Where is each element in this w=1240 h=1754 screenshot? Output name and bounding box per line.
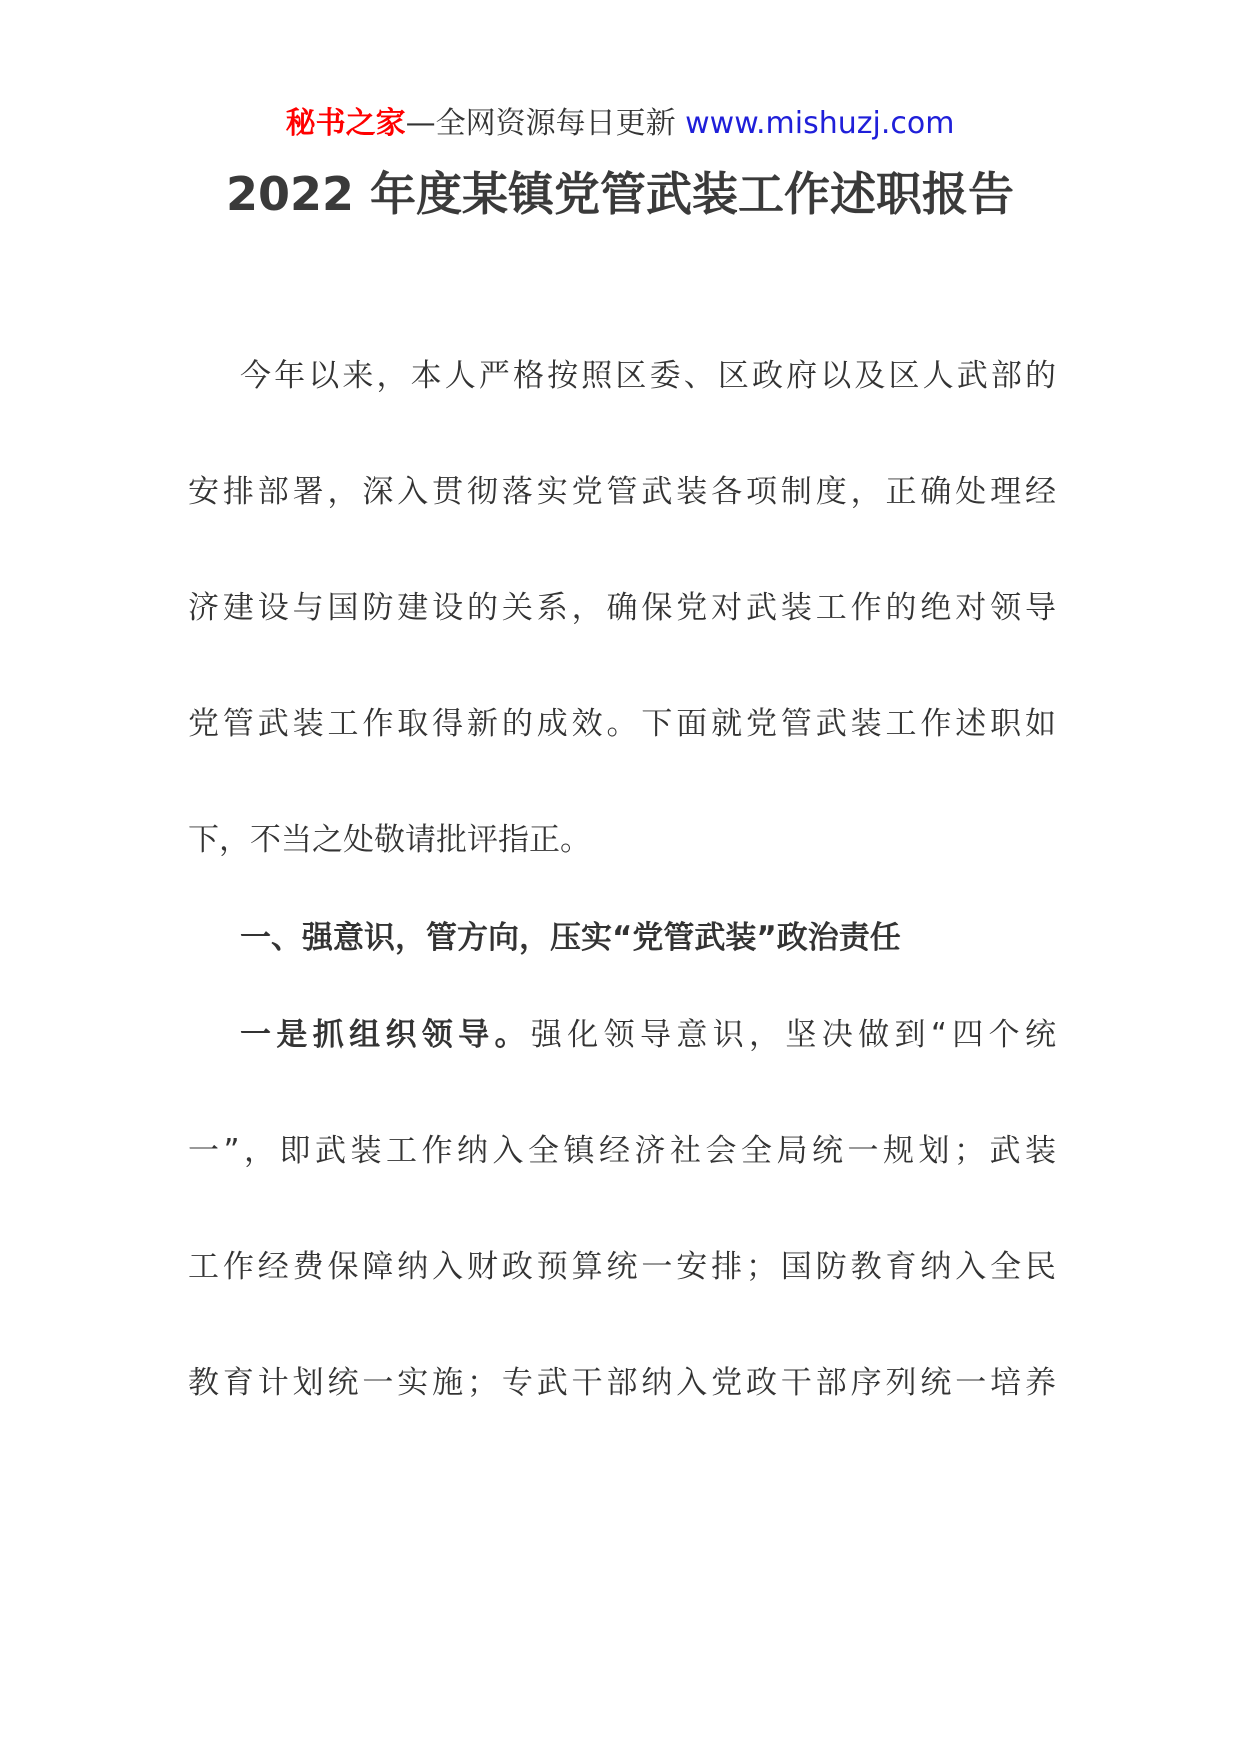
paragraph-line: 今年以来，本人严格按照区委、区政府以及区人武部的 xyxy=(240,358,1056,394)
paragraph-line: 下，不当之处敬请批评指正。 xyxy=(188,822,591,858)
document-title: 2022 年度某镇党管武装工作述职报告 xyxy=(225,167,1015,221)
site-header xyxy=(0,104,1240,144)
paragraph-line: 党管武装工作取得新的成效。下面就党管武装工作述职如 xyxy=(188,706,1056,742)
paragraph-line: 济建设与国防建设的关系，确保党对武装工作的绝对领导 xyxy=(188,590,1056,626)
site-url-link[interactable]: www.mishuzj.com xyxy=(685,106,955,141)
paragraph-text: 强化领导意识，坚决做到“四个统 xyxy=(530,1017,1057,1053)
paragraph-line: 一”，即武装工作纳入全镇经济社会全局统一规划；武装 xyxy=(188,1133,1056,1169)
site-brand: 秘书之家 xyxy=(285,106,406,141)
paragraph-line: 工作经费保障纳入财政预算统一安排；国防教育纳入全民 xyxy=(188,1249,1056,1285)
section-heading: 一、强意识，管方向，压实“党管武装”政治责任 xyxy=(240,920,901,956)
paragraph-lead: 一是抓组织领导。 xyxy=(240,1017,531,1053)
paragraph-line xyxy=(188,1013,1056,1057)
paragraph-line: 安排部署，深入贯彻落实党管武装各项制度，正确处理经 xyxy=(188,474,1056,510)
site-slogan: —全网资源每日更新 xyxy=(405,106,676,141)
paragraph-line: 教育计划统一实施；专武干部纳入党政干部序列统一培养 xyxy=(188,1365,1056,1401)
